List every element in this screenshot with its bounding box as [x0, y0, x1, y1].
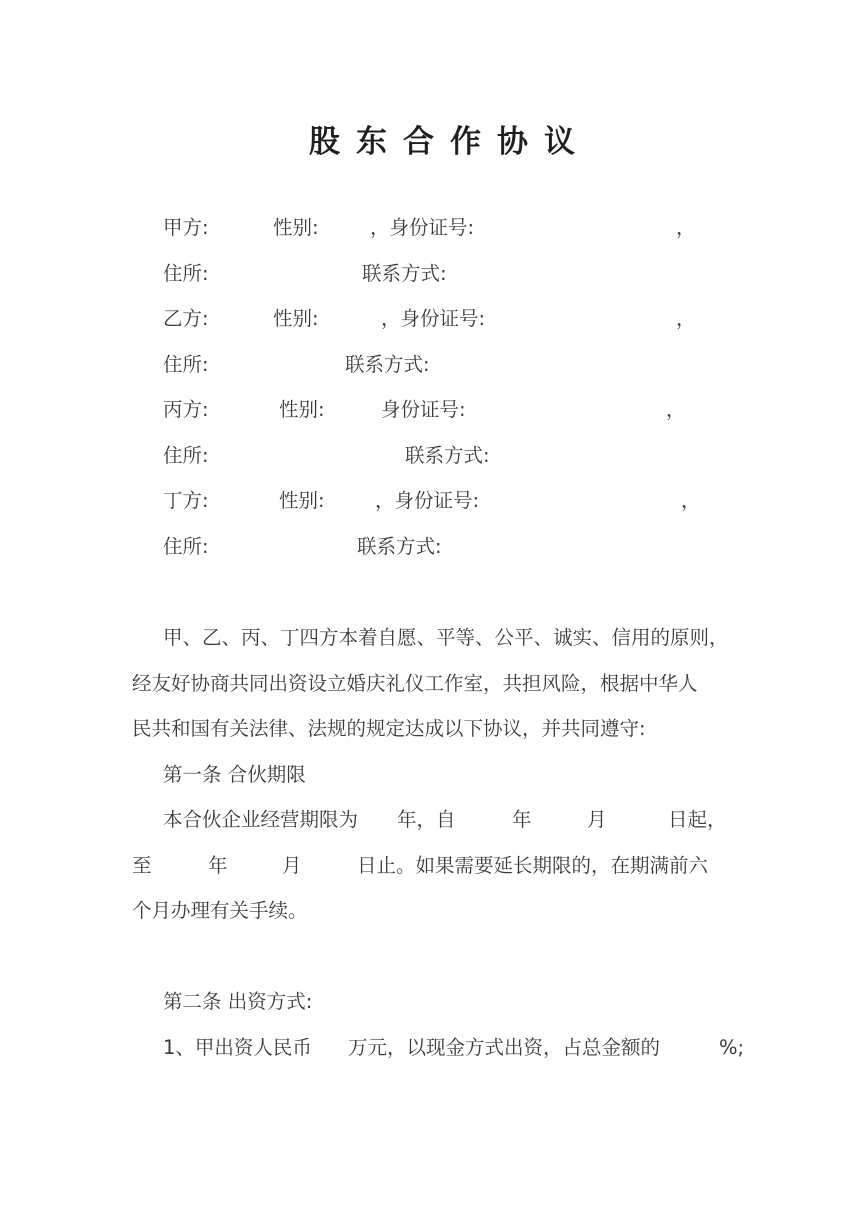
party-a-label: 甲方: — [163, 216, 209, 239]
party-c-address-label: 住所: — [163, 444, 209, 467]
party-d-label: 丁方: — [163, 489, 209, 512]
party-a-line-end: ， — [676, 216, 696, 239]
party-c-id-label: 身份证号: — [381, 398, 466, 421]
party-a-address-label: 住所: — [163, 262, 209, 285]
party-a-contact-label: 联系方式: — [362, 262, 447, 285]
party-b-address-label: 住所: — [163, 353, 209, 376]
article-1-term-text: 本合伙企业经营期限为 — [163, 808, 359, 831]
party-c-label: 丙方: — [163, 398, 209, 421]
article-1-years-from: 年，自 — [397, 808, 456, 831]
party-a-gender-label: 性别: — [273, 216, 319, 239]
article-2-heading: 第二条 出资方式: — [163, 990, 313, 1013]
document-title: 股东合作协议 — [309, 124, 591, 160]
party-d-address-label: 住所: — [163, 535, 209, 558]
intro-line-3: 民共和国有关法律、法规的规定达成以下协议，并共同遵守: — [132, 717, 646, 740]
article-2-item-1-start: 1、甲出资人民币 — [163, 1036, 312, 1059]
party-b-id-label: ，身份证号: — [381, 307, 486, 330]
article-1-start-year: 年 — [512, 808, 532, 831]
article-1-end-month: 月 — [282, 854, 302, 877]
article-1-to: 至 — [132, 854, 152, 877]
party-b-line-end: ， — [676, 307, 696, 330]
article-1-end-year: 年 — [208, 854, 228, 877]
article-1-line-3: 个月办理有关手续。 — [132, 899, 308, 922]
party-b-contact-label: 联系方式: — [345, 353, 430, 376]
party-c-line-end: ， — [666, 398, 686, 421]
article-1-end-day-text: 日止。如果需要延长期限的，在期满前六 — [357, 854, 709, 877]
party-c-gender-label: 性别: — [279, 398, 325, 421]
article-1-heading: 第一条 合伙期限 — [163, 763, 306, 786]
party-b-label: 乙方: — [163, 307, 209, 330]
intro-line-2: 经友好协商共同出资设立婚庆礼仪工作室，共担风险，根据中华人 — [132, 672, 698, 695]
article-1-start-day: 日起， — [668, 808, 727, 831]
party-d-gender-label: 性别: — [279, 489, 325, 512]
article-1-start-month: 月 — [587, 808, 607, 831]
article-2-item-1-middle: 万元，以现金方式出资，占总金额的 — [348, 1036, 661, 1059]
party-d-id-label: ，身份证号: — [375, 489, 480, 512]
party-a-id-label: ，身份证号: — [370, 216, 475, 239]
party-d-contact-label: 联系方式: — [357, 535, 442, 558]
intro-line-1: 甲、乙、丙、丁四方本着自愿、平等、公平、诚实、信用的原则， — [163, 626, 729, 649]
party-d-line-end: ， — [681, 489, 701, 512]
article-2-item-1-percent: %; — [719, 1036, 745, 1059]
party-c-contact-label: 联系方式: — [405, 444, 490, 467]
party-b-gender-label: 性别: — [273, 307, 319, 330]
